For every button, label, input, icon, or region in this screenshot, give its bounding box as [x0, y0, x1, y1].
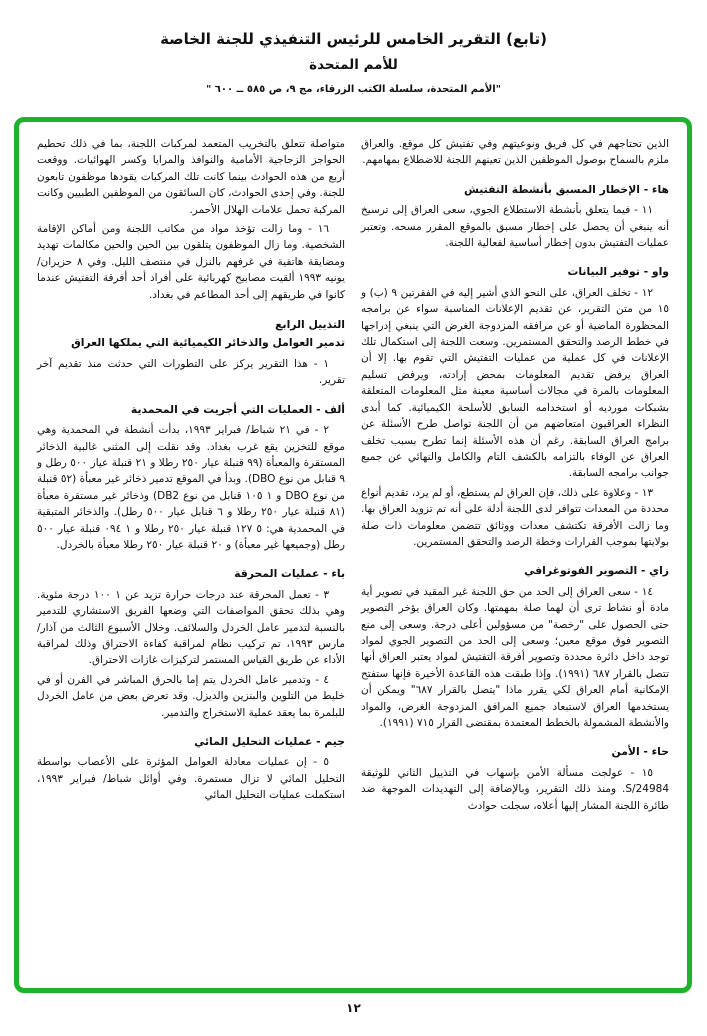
- body-paragraph: ٤ - وتدمير عامل الخردل يتم إما بالحرق المباشر في الفرن أو في خليط من التلوين والبنزين والديزل. وقد تعرض بعض من عامل الخردل للبلمرة بما يعقد عملية الاستخراج والتدمير.: [37, 673, 345, 719]
- page-number: ١٢: [346, 1001, 361, 1015]
- body-paragraph: ١١ - فيما يتعلق بأنشطة الاستطلاع الجوي، سعى العراق إلى ترسيخ أنه ينبغي أن يحصل على إخطار مسبق بالموقع المقرر مسحه. وتعتبر عمليات التفتيش بدون إخطار أساسية لفعالية اللجنة.: [361, 204, 669, 250]
- column-left: [37, 136, 345, 978]
- body-paragraph: ١٢ - تخلف العراق، على النحو الذي أشير إليه في الفقرتين ٩ (ب) و ١٥ من متن التقرير، عن تقديم الإعلانات المناسبة سواء عن برامجه المحظورة الماضية أو عن مرافقه المزدوجة الغرض التي ينبغي إدراجها في خطط الرصد والتحقق المستمرين. وسعت اللجنة إلى استكمال تلك الإعلانات في كل عملية من عمليات التفتيش التي تقوم بها. إلا أن العراق يرفض تقديم المعلومات بمحض إرادته، ويرفض تسليم المعلومات بالمرة في مجالات أساسية معينة مثل المعلومات المتعلقة بشبكات مورديه أو استخدامه السابق للأسلحة الكيميائية. كما أبدى النظراء العراقيون امتعاضهم من أن اللجنة تواصل طرح الأسئلة عن برامج العراق السابقة. رغم أن هذه الأسئلة إنما تطرح بسبب تخلف العراق عن الوفاء بالتزامه بالكشف التام والكامل والنهائي عن جميع جوانب برامجه السابقة.: [361, 286, 669, 480]
- section-heading: واو - توفير البيانات: [567, 265, 669, 279]
- body-paragraph: الذين تحتاجهم في كل فريق ونوعيتهم وفي تفتيش كل موقع. والعراق ملزم بالسماح بوصول الموظفين الذين تعينهم اللجنة للاضطلاع بمهامهم.: [361, 138, 669, 167]
- column-right: [361, 136, 669, 978]
- body-paragraph: ١٤ - سعى العراق إلى الحد من حق اللجنة غير المقيد في تصوير أية مادة أو نشاط ترى أن لهما صلة بمهمتها. وكان العراق يؤخر التصوير حتى الحصول على "رخصة" من مسؤولين أعلى درجة. وسعى إلى منع التصوير فوق موقع معين؛ وسعى إلى الحد من التصوير الجوي لمواد توجد داخل دائرة محددة وتصوير أفرقة التفتيش لمواد يعتبر العراق أنها تتصل بالقرار ٦٨٧ (١٩٩١). وإذا طبقت هذه القاعدة الأخيرة فإنها ستفتح الإمكانية أمام العراق لكي يقرر ماذا "يتصل بالقرار ٦٨٧" ويمكن أن يستخدمها العراق لاستبعاد جميع المرافق المزدوجة الغرض، والمواد والأنشطة المشمولة بالخطط المعتمدة بمقتضى القرار ٧١٥ (١٩٩١).: [361, 585, 669, 729]
- body-paragraph: ١ - هذا التقرير يركز على التطورات التي حدثت منذ تقديم آخر تقرير.: [37, 357, 345, 387]
- body-paragraph: متواصلة تتعلق بالتخريب المتعمد لمركبات اللجنة، بما في ذلك تحطيم الحواجز الزجاجية الأمامية والنوافذ والمرايا وكسر الهوائيات. ووقعت أربع من هذه الحوادث بينما كانت تلك المركبات يقودها موظفون تابعون للجنة. وفي إحدى الحوادث، كان السائقون من الموظفين الطبيين وكانت المركبة تحمل علامات الهلال الأحمر.: [37, 138, 345, 216]
- content-frame: [14, 117, 692, 993]
- appendix-heading: التذييل الرابع: [275, 318, 345, 332]
- body-paragraph: ١٦ - وما زالت تؤخذ مواد من مكاتب اللجنة ومن أماكن الإقامة الشخصية. وما زال الموظفون يتلقون بين الحين والحين مكالمات تهديد ومضايقة هاتفية في غرفهم بالنزل في منتصف الليل. وفي ٨ حزيران/ يونيه ١٩٩٣ ألقيت مصابيح كهربائية على أفراد أحد أفرقة التفتيش عندما كانوا في طريقهم إلى أحد المطاعم في بغداد.: [37, 223, 345, 301]
- report-title: (تابع) التقرير الخامس للرئيس التنفيذي للجنة الخاصة: [160, 30, 547, 48]
- section-heading: هاء - الإخطار المسبق بأنشطة التفتيش: [464, 182, 669, 196]
- source-citation: "الأمم المتحدة، سلسلة الكتب الزرقاء، مج ٩، ص ٥٨٥ ــ ٦٠٠ ": [206, 84, 501, 95]
- body-paragraph: ١٣ - وعلاوة على ذلك، فإن العراق لم يستطع، أو لم يرد، تقديم أنواع محددة من المعدات تتوافر لدى اللجنة أدلة على أنه تم تزويد العراق بها. وما زالت الأفرقة تكتشف معدات ووثائق تتضمن معلومات ذات صلة بولايتها بموجب القرارات وخطة الرصد والتحقق المستمرين.: [361, 486, 669, 548]
- body-paragraph: ٣ - تعمل المحرقة عند درجات حرارة تزيد عن ١ ١٠٠ درجة مئوية. وهي بذلك تحقق المواصفات التي وضعها الفريق الاستشاري للتدمير بالنسبة لتدمير عامل الخردل والسلائف. وخلال الأسبوع الثالث من آذار/ مارس ١٩٩٣، تم تركيب نظام لمراقبة كفاءة الاحتراق وذلك لمراقبة الأداء عن طريق القياس المستمر لتركيزات غازات الاحتراق.: [37, 588, 345, 667]
- section-heading: باء - عمليات المحرقة: [234, 567, 345, 581]
- document-header: [0, 0, 707, 95]
- section-heading: جيم - عمليات التحليل المائي: [194, 735, 345, 748]
- body-paragraph: ٢ - في ٢١ شباط/ فبراير ١٩٩٣، بدأت أنشطة في المحمدية وهي موقع للتخزين يقع غرب بغداد. وقد نقلت إلى المثنى غالبية الذخائر المستقرة والمعبأة (٩٩ قنبلة عيار ٢٥٠ رطلا و ٢١ قنبلة عيار ٥٠٠ رطل و ٩ قنابل من نوع DBO). وبدأ في الموقع تدمير ذخائر غير معبأة (٥٢ قنبلة من نوع DBO و ١ ١٠٥ قنابل من نوع DB2) وذخائر غير مستقرة معبأة (٨١ قنبلة عيار ٢٥٠ رطلا و ٦ قنابل عيار ٥٠٠ رطل). والذخائر المتبقية في المحمدية هي: ٥ ١٢٧ قنبلة عيار ٢٥٠ رطلا و ١ ٠٩٤ قنبلة عيار ٥٠٠ رطل (وجميعها غير معبأة) و ٢٠ قنبلة عيار ٢٥٠ رطلا معبأة بالخردل.: [37, 424, 345, 551]
- section-heading: زاي - التصوير الفوتوغرافي: [524, 564, 669, 578]
- appendix-subheading: تدمير العوامل والذخائر الكيميائية التي يملكها العراق: [71, 336, 345, 350]
- body-paragraph: ١٥ - عولجت مسألة الأمن بإسهاب في التذييل الثاني للوثيقة S/24984. ومنذ ذلك التقرير، وبالإضافة إلى التهديدات الموجهة ضد طائرة اللجنة المشار إليها أعلاه، سجلت حوادث: [361, 766, 669, 812]
- report-subtitle: للأمم المتحدة: [309, 57, 398, 73]
- section-heading: ألف - العمليات التي أجريت في المحمدية: [130, 402, 345, 416]
- section-heading: حاء - الأمن: [611, 745, 669, 759]
- body-paragraph: ٥ - إن عمليات معادلة العوامل المؤثرة على الأعصاب بواسطة التحليل المائي لا تزال مستمرة. وفي أوائل شباط/ فبراير ١٩٩٣، استكملت عمليات التحليل المائي: [37, 756, 345, 802]
- two-column-layout: [37, 136, 669, 978]
